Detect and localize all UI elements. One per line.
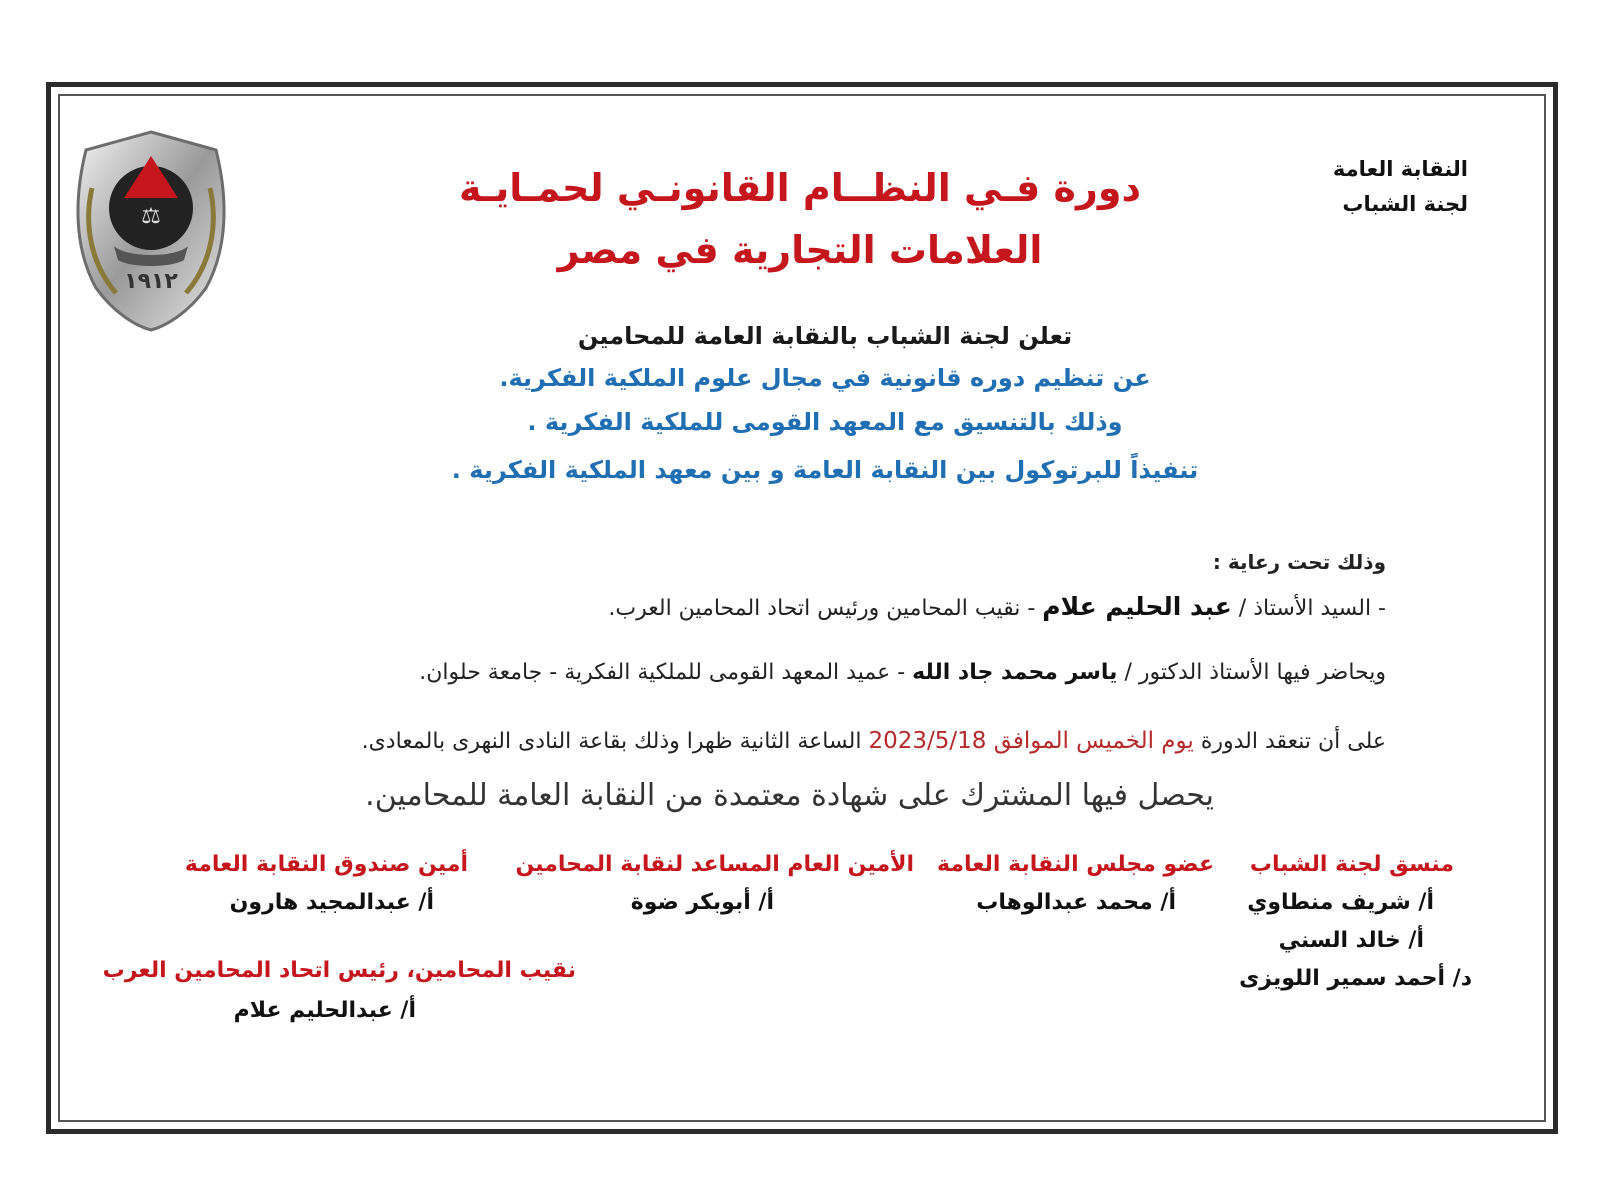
lecturer-name: ياسر محمد جاد الله xyxy=(912,660,1118,685)
assistant-secretary-name: أ/ أبوبكر ضوة xyxy=(630,890,774,915)
treasurer-name: أ/ عبدالمجيد هارون xyxy=(229,890,434,915)
treasurer-title: أمين صندوق النقابة العامة xyxy=(184,852,468,877)
coordinator-name3: د/ أحمد سمير اللويزى xyxy=(1239,966,1472,991)
council-member-name: أ/ محمد عبدالوهاب xyxy=(976,890,1176,915)
lecturer-prefix: ويحاضر فيها الأستاذ الدكتور / xyxy=(1124,660,1386,685)
coordinator-name1: أ/ شريف منطاوي xyxy=(1247,890,1434,915)
head-title: نقيب المحامين، رئيس اتحاد المحامين العرب xyxy=(102,958,576,983)
coordinator-name2: أ/ خالد السني xyxy=(1278,928,1424,953)
coordinator-title: منسق لجنة الشباب xyxy=(1249,852,1454,877)
announcement-main: تعلن لجنة الشباب بالنقابة العامة للمحامين xyxy=(577,322,1073,350)
lecturer-line xyxy=(419,660,1386,685)
course-title-line2: العلامات التجارية في مصر xyxy=(557,228,1043,272)
date-highlight: يوم الخميس الموافق 2023/5/18 xyxy=(868,728,1194,754)
syndicate-logo xyxy=(66,128,236,333)
date-suffix: الساعة الثانية ظهرا وذلك بقاعة النادى النهرى بالمعادى. xyxy=(361,729,862,754)
assistant-secretary-title: الأمين العام المساعد لنقابة المحامين xyxy=(515,852,914,877)
patron-prefix: - السيد الأستاذ / xyxy=(1238,596,1386,621)
announcement-line1: عن تنظيم دوره قانونية في مجال علوم الملكية الفكرية. xyxy=(499,364,1151,392)
lecturer-suffix: - عميد المعهد القومى للملكية الفكرية - جامعة حلوان. xyxy=(419,660,906,685)
header-line2: لجنة الشباب xyxy=(1342,192,1468,216)
svg-text:⚖: ⚖ xyxy=(141,204,161,229)
logo-year: ١٩١٢ xyxy=(124,269,178,294)
date-prefix: على أن تنعقد الدورة xyxy=(1200,729,1386,754)
patron-suffix: - نقيب المحامين ورئيس اتحاد المحامين العرب. xyxy=(608,596,1036,621)
patronage-intro: وذلك تحت رعاية : xyxy=(1212,550,1386,574)
council-member-title: عضو مجلس النقابة العامة xyxy=(937,852,1214,877)
header-line1: النقابة العامة xyxy=(1332,157,1468,181)
course-title-line1: دورة فـي النظــام القانونـي لحمـايـة xyxy=(459,166,1141,210)
announcement-line2: وذلك بالتنسيق مع المعهد القومى للملكية الفكرية . xyxy=(527,408,1123,436)
patron-line xyxy=(608,592,1386,621)
head-name: أ/ عبدالحليم علام xyxy=(233,998,416,1023)
date-line xyxy=(362,728,1386,754)
certificate-line: يحصل فيها المشترك على شهادة معتمدة من النقابة العامة للمحامين. xyxy=(365,778,1214,813)
announcement-line3: تنفيذاً للبرتوكول بين النقابة العامة و بين معهد الملكية الفكرية . xyxy=(451,456,1199,484)
patron-name: عبد الحليم علام xyxy=(1042,592,1232,621)
header-org xyxy=(1333,152,1468,222)
